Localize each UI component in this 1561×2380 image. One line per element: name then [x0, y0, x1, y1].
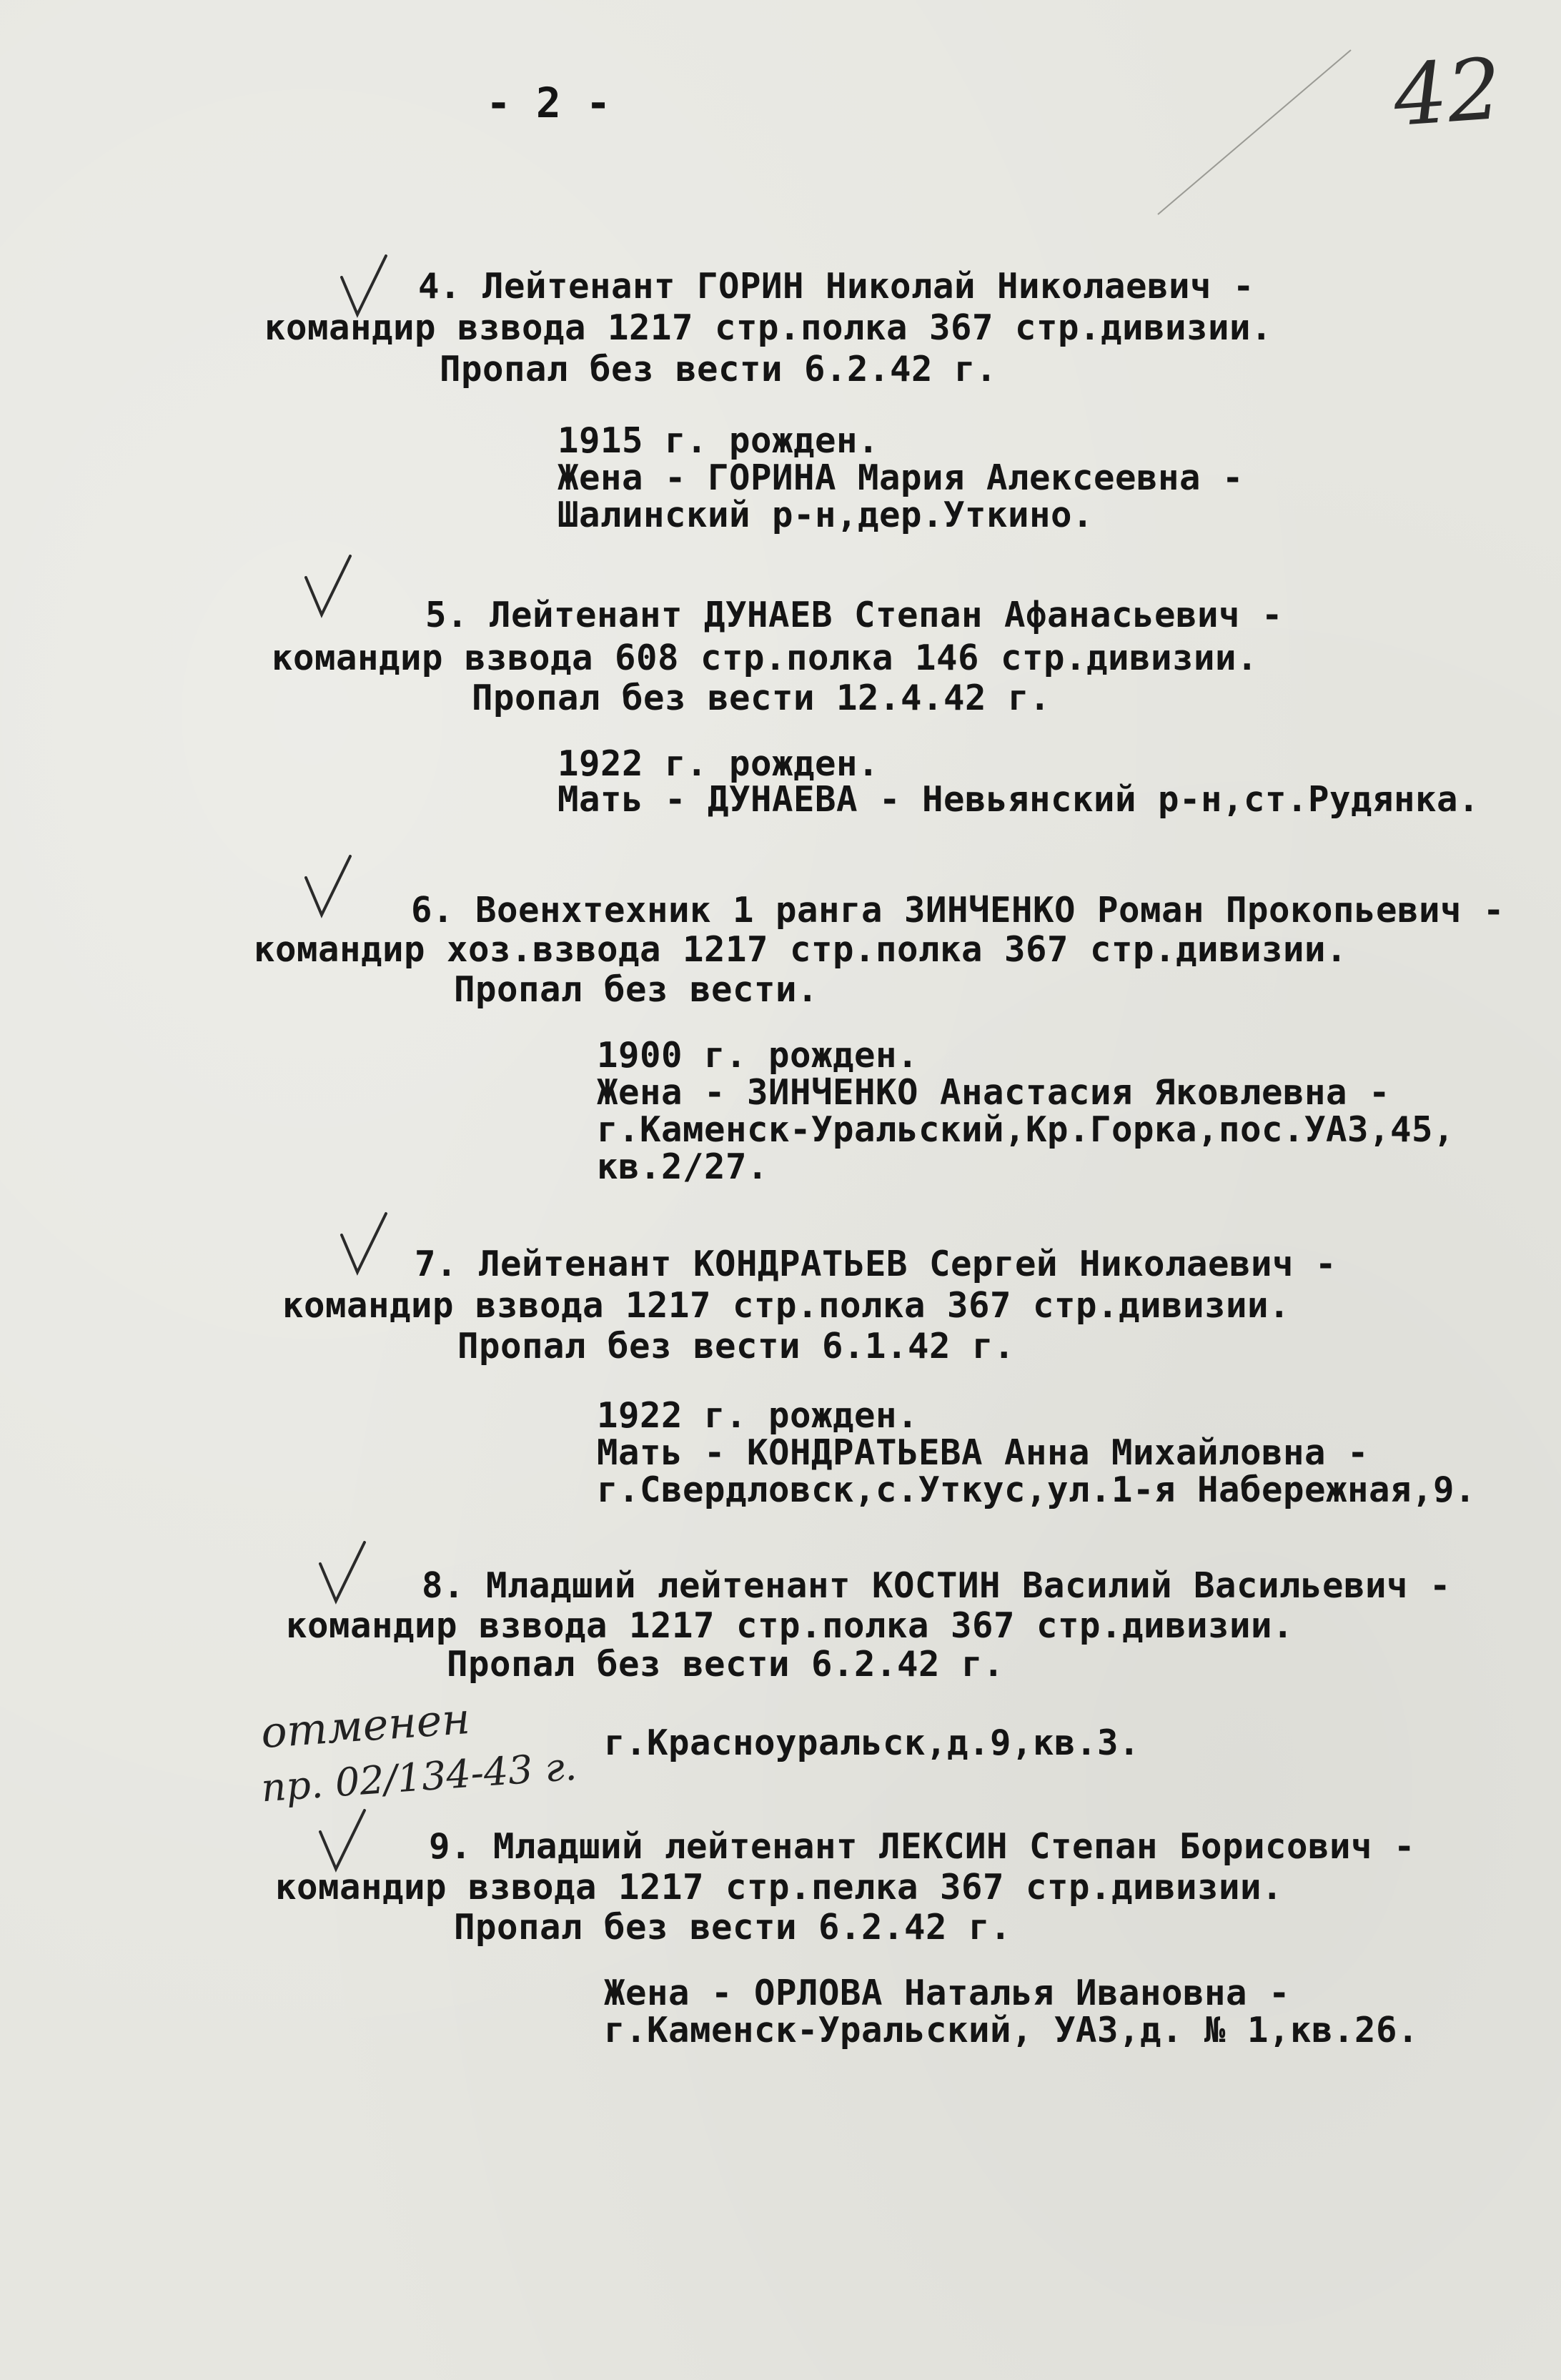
- entry-9-address: г.Каменск-Уральский, УАЗ,д. № 1,кв.26.: [604, 2010, 1419, 2051]
- handwritten-order-ref: пр. 02/134-43 г.: [259, 1743, 578, 1811]
- check-mark-icon: [300, 550, 357, 622]
- entry-6-title: 6. Военхтехник 1 ранга ЗИНЧЕНКО Роман Прокопьевич -: [411, 890, 1505, 931]
- entry-9-status: Пропал без вести 6.2.42 г.: [454, 1907, 1012, 1948]
- entry-8-position: командир взвода 1217 стр.полка 367 стр.дивизии.: [286, 1605, 1294, 1646]
- entry-4-address: Шалинский р-н,дер.Уткино.: [558, 495, 1094, 535]
- entry-4-title: 4. Лейтенант ГОРИН Николай Николаевич -: [418, 266, 1255, 307]
- entry-4-relative: Жена - ГОРИНА Мария Алексеевна -: [558, 457, 1244, 498]
- entry-9-title: 9. Младший лейтенант ЛЕКСИН Степан Борисович -: [429, 1826, 1416, 1867]
- check-mark-icon: [300, 851, 357, 922]
- entry-6-relative: Жена - ЗИНЧЕНКО Анастасия Яковлевна -: [597, 1072, 1391, 1113]
- entry-5-position: командир взвода 608 стр.полка 146 стр.дивизии.: [272, 638, 1259, 678]
- check-mark-icon: [336, 1208, 393, 1279]
- entry-9-relative: Жена - ОРЛОВА Наталья Ивановна -: [604, 1973, 1291, 2013]
- entry-5-relative: Мать - ДУНАЕВА - Невьянский р-н,ст.Рудянка.: [558, 779, 1480, 820]
- entry-7-relative: Мать - КОНДРАТЬЕВА Анна Михайловна -: [597, 1432, 1369, 1473]
- sheet-number-handwritten: 42: [1390, 39, 1505, 146]
- handwritten-cancel-note: отменен: [259, 1693, 472, 1759]
- entry-6-status: Пропал без вести.: [454, 969, 819, 1010]
- entry-4-born: 1915 г. рожден.: [558, 420, 880, 461]
- entry-6-address: г.Каменск-Уральский,Кр.Горка,пос.УАЗ,45,: [597, 1109, 1455, 1150]
- entry-6-position: командир хоз.взвода 1217 стр.полка 367 стр.дивизии.: [254, 929, 1348, 970]
- entry-5-title: 5. Лейтенант ДУНАЕВ Степан Афанасьевич -: [425, 595, 1284, 635]
- entry-7-status: Пропал без вести 6.1.42 г.: [457, 1326, 1016, 1367]
- entry-5-status: Пропал без вести 12.4.42 г.: [472, 678, 1051, 718]
- entry-7-title: 7. Лейтенант КОНДРАТЬЕВ Сергей Николаевич -: [415, 1244, 1337, 1284]
- entry-5-born: 1922 г. рожден.: [558, 743, 880, 784]
- page-number: - 2 -: [486, 79, 611, 127]
- scratch-mark: [1144, 43, 1358, 229]
- entry-7-position: командир взвода 1217 стр.полка 367 стр.дивизии.: [282, 1285, 1291, 1326]
- check-mark-icon: [314, 1537, 372, 1608]
- entry-4-position: командир взвода 1217 стр.полка 367 стр.дивизии.: [264, 307, 1273, 348]
- check-mark-icon: [314, 1805, 372, 1876]
- entry-8-status: Пропал без вести 6.2.42 г.: [447, 1644, 1005, 1685]
- entry-7-address: г.Свердловск,с.Уткус,ул.1-я Набережная,9.: [597, 1469, 1477, 1510]
- entry-6-born: 1900 г. рожден.: [597, 1035, 919, 1076]
- entry-7-born: 1922 г. рожден.: [597, 1395, 919, 1436]
- entry-8-address: г.Красноуральск,д.9,кв.3.: [604, 1722, 1141, 1763]
- entry-8-title: 8. Младший лейтенант КОСТИН Василий Васильевич -: [422, 1565, 1452, 1606]
- entry-4-status: Пропал без вести 6.2.42 г.: [440, 349, 998, 390]
- entry-6-apartment: кв.2/27.: [597, 1146, 769, 1187]
- entry-9-position: командир взвода 1217 стр.пелка 367 стр.дивизии.: [275, 1867, 1284, 1908]
